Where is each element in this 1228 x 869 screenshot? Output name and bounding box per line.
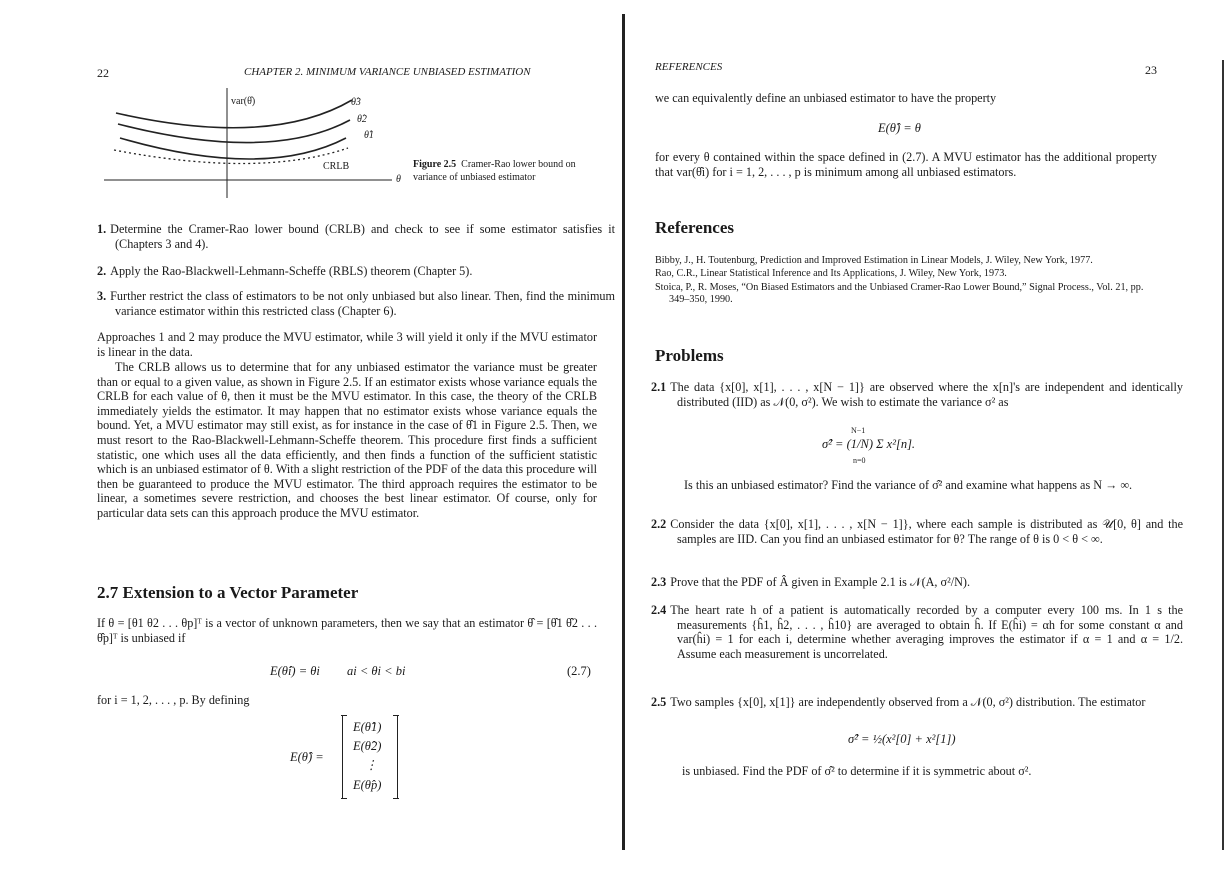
- sum-lower-limit: n=0: [853, 456, 866, 465]
- section-title: 2.7 Extension to a Vector Parameter: [97, 583, 359, 602]
- problem-item: 2.5 Two samples {x[0], x[1]} are independently observed from a 𝒩(0, σ²) distribution. The estimator: [651, 695, 1146, 709]
- paragraph: Is this an unbiased estimator? Find the variance of σ̂² and examine what happens as N → ∞.: [684, 478, 1133, 492]
- vector-eq-lhs: E(θ̂) =: [290, 750, 324, 764]
- right-page: [628, 0, 1228, 869]
- paragraph: If θ = [θ1 θ2 . . . θp]ᵀ is a vector of unknown parameters, then we say that an estimator θ̂ = [θ̂1 θ̂2 . . . θ̂p]ᵀ is unbiased if: [97, 616, 597, 645]
- problem-item: 2.1 The data {x[0], x[1], . . . , x[N − 1]} are observed where the x[n]'s are independent and identically distributed (IID) as 𝒩(0, σ²). We wish to estimate the variance σ² as: [651, 380, 1183, 409]
- list-item: 3. Further restrict the class of estimators to be not only unbiased but also linear. Then, find the minimum variance estimator within this restricted class (Chapter 6).: [97, 289, 615, 318]
- paragraph: for every θ contained within the space defined in (2.7). A MVU estimator has the additional property that var(θ̂i) for i = 1, 2, . . . , p is minimum among all unbiased estimators.: [655, 150, 1157, 179]
- figure-caption: [413, 159, 599, 184]
- list-item: 1. Determine the Cramer-Rao lower bound (CRLB) and check to see if some estimator satisfies it (Chapters 3 and 4).: [97, 222, 615, 251]
- problem-item: 2.2 Consider the data {x[0], x[1], . . . , x[N − 1]}, where each sample is distributed as 𝒰[0, θ] and the samples are IID. Can you find an unbiased estimator for θ? The range of θ is 0 < θ < ∞.: [651, 517, 1183, 546]
- equation-number: (2.7): [567, 664, 591, 678]
- equation-unbiased: E(θ̂) = θ: [878, 121, 921, 135]
- axis-y-label: var(θ̂): [231, 96, 256, 107]
- curve-label-theta2: θ̂2: [357, 114, 367, 125]
- reference-item: Stoica, P., R. Moses, “On Biased Estimators and the Unbiased Cramer-Rao Lower Bound,” Signal Process., Vol. 21, pp. 349–350, 1990.: [655, 281, 1144, 306]
- vector-entry: E(θ̂p): [353, 778, 382, 792]
- running-header: CHAPTER 2. MINIMUM VARIANCE UNBIASED ESTIMATION: [244, 66, 531, 78]
- axis-x-label: θ: [396, 174, 401, 185]
- problem-item: 2.4 The heart rate h of a patient is automatically recorded by a computer every 100 ms. In 1 s the measurements {ĥ1, ĥ2, . . . , ĥ10} are averaged to obtain ĥ. If E(ĥi) = αh for some constant α and var(ĥi) = 1 for each i, determine whether averaging improves the estimator if α = 1 and α = 1/2. Assume each measurement is uncorrelated.: [651, 603, 1183, 661]
- running-header: REFERENCES: [655, 61, 723, 73]
- equation-2-7-right: ai < θi < bi: [347, 664, 406, 678]
- references-title: References: [655, 218, 734, 237]
- paragraph: is unbiased. Find the PDF of σ̂² to determine if it is symmetric about σ².: [682, 764, 1032, 778]
- reference-item: Rao, C.R., Linear Statistical Inference and Its Applications, J. Wiley, New York, 1973.: [655, 268, 1007, 280]
- list-item: 2. Apply the Rao-Blackwell-Lehmann-Scheffe (RBLS) theorem (Chapter 5).: [97, 264, 473, 278]
- paragraph: for i = 1, 2, . . . , p. By defining: [97, 693, 250, 707]
- paragraph: Approaches 1 and 2 may produce the MVU estimator, while 3 will yield it only if the MVU estimator is linear in the data.: [97, 330, 597, 359]
- equation-2-1: σ̂² = (1/N) Σ x²[n].: [822, 437, 916, 451]
- vector-entry: ⋮: [365, 758, 378, 772]
- curve-label-crlb: CRLB: [323, 161, 350, 172]
- reference-list: [655, 255, 1157, 308]
- page-gutter: [622, 14, 625, 850]
- reference-item: Bibby, J., H. Toutenburg, Prediction and Improved Estimation in Linear Models, J. Wiley, New York, 1977.: [655, 255, 1093, 266]
- curve-theta2: [118, 120, 350, 143]
- curve-label-theta3: θ̂3: [351, 97, 361, 108]
- figure-caption-text: Cramer-Rao lower bound on variance of unbiased estimator: [413, 159, 576, 183]
- sum-upper-limit: N−1: [851, 426, 866, 435]
- equation-2-7-left: E(θ̂i) = θi: [270, 664, 320, 678]
- problem-item: 2.3 Prove that the PDF of Â given in Example 2.1 is 𝒩(A, σ²/N).: [651, 575, 971, 589]
- vector-entry: E(θ̂1): [353, 720, 382, 734]
- vector-bracket: [342, 716, 398, 798]
- paragraph: we can equivalently define an unbiased estimator to have the property: [655, 91, 997, 105]
- equation-2-5: σ̂² = ½(x²[0] + x²[1]): [848, 732, 956, 746]
- curve-theta1: [120, 138, 346, 159]
- page-number: 22: [97, 66, 109, 80]
- figure-caption-label: Figure 2.5: [413, 159, 457, 170]
- vector-entry: E(θ̂2): [353, 739, 382, 753]
- paragraph: The CRLB allows us to determine that for any unbiased estimator the variance must be greater than or equal to a given value, as shown in Figure 2.5. If an estimator exists whose variance equals the CRLB for each value of θ, then it must be the MVU estimator. In this case, the theory of the CRLB immediately yields the estimator. It may happen that no estimator exists whose variance equals the bound. Yet, a MVU estimator may still exist, as for instance in the case of θ̂1 in Figure 2.5. Then, we must resort to the Rao-Blackwell-Lehmann-Scheffe theorem. This procedure first finds a sufficient statistic, one which uses all the data efficiently, and then finds a function of the sufficient statistic which is an unbiased estimator of θ. With a slight restriction of the PDF of the data this procedure will then be guaranteed to produce the MVU estimator. The third approach requires the estimator to be linear, a sometimes severe restriction, and chooses the best linear estimator. Of course, only for particular data sets can this approach produce the MVU estimator.: [97, 360, 597, 520]
- curve-label-theta1: θ̂1: [364, 130, 374, 141]
- problems-title: Problems: [655, 346, 724, 365]
- page-number: 23: [1145, 63, 1157, 77]
